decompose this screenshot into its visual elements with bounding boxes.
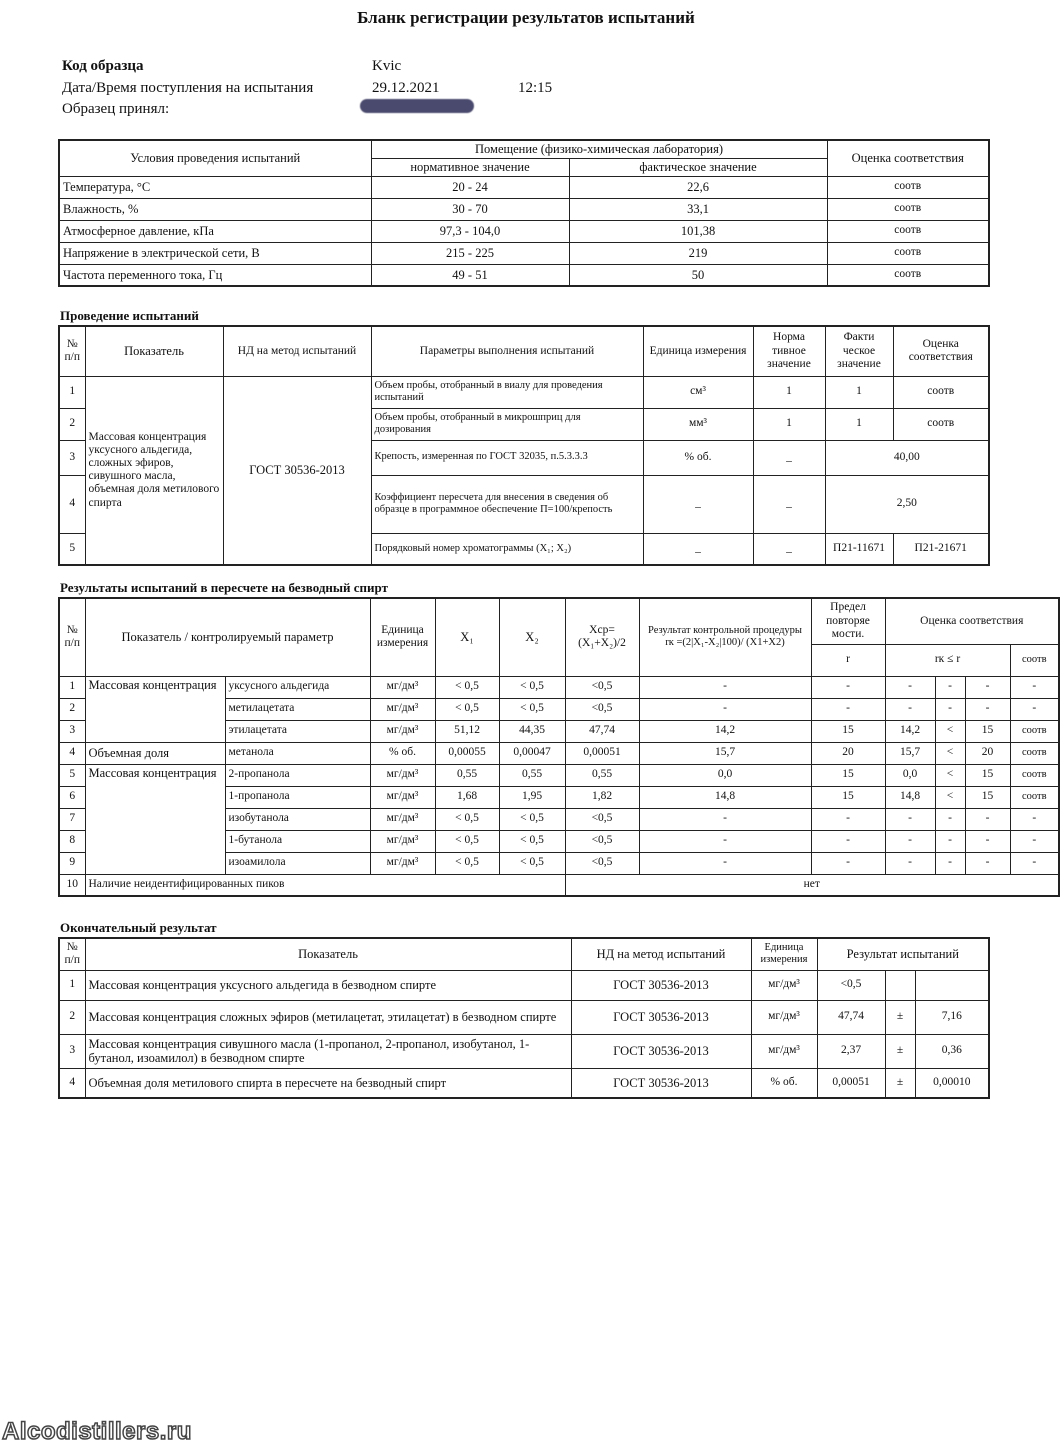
res-unidentified-peaks-value: нет bbox=[565, 874, 1059, 896]
res-param: этилацетата bbox=[225, 720, 370, 742]
final-error: 0,36 bbox=[915, 1034, 989, 1068]
final-h-nd: НД на метод испытаний bbox=[571, 938, 751, 970]
res-x2: < 0,5 bbox=[499, 830, 565, 852]
res-xavg: <0,5 bbox=[565, 808, 639, 830]
res-a1: 15,7 bbox=[885, 742, 935, 764]
cond-norm: 30 - 70 bbox=[371, 198, 569, 220]
sample-code-label: Код образца bbox=[62, 58, 144, 74]
proc-actual: П21-11671 bbox=[825, 533, 893, 565]
proc-indicator: Массовая концентрация уксусного альдегида, сложных эфиров, сивушного масла, объемная доля метилового спирта bbox=[85, 376, 223, 565]
conditions-header-actual: фактическое значение bbox=[569, 158, 827, 176]
res-x1: 0,55 bbox=[435, 764, 499, 786]
final-plus-minus bbox=[885, 970, 915, 1000]
proc-unit: мм³ bbox=[643, 408, 753, 440]
res-h-unit: Единица измерения bbox=[370, 598, 435, 676]
final-nd: ГОСТ 30536-2013 bbox=[571, 1000, 751, 1034]
results-section-title: Результаты испытаний в пересчете на безводный спирт bbox=[60, 580, 388, 595]
res-x1: < 0,5 bbox=[435, 698, 499, 720]
res-unit: мг/дм³ bbox=[370, 698, 435, 720]
res-group-volume: Объемная доля bbox=[85, 742, 225, 764]
res-a4: - bbox=[1010, 852, 1059, 874]
final-plus-minus: ± bbox=[885, 1034, 915, 1068]
final-num: 2 bbox=[59, 1000, 85, 1034]
res-h-limit: Предел повторяе мости. bbox=[811, 598, 885, 644]
proc-merged-value: 40,00 bbox=[825, 440, 989, 475]
proc-param: Порядковый номер хроматограммы (X₁; X₂) bbox=[371, 533, 643, 565]
conditions-header-assess: Оценка соответствия bbox=[827, 140, 989, 176]
res-h-indicator: Показатель / контролируемый параметр bbox=[85, 598, 370, 676]
proc-unit: _ bbox=[643, 475, 753, 533]
res-a3: 20 bbox=[965, 742, 1010, 764]
final-h-num: № п/п bbox=[59, 938, 85, 970]
res-h-x1: X₁ bbox=[435, 598, 499, 676]
cond-name: Напряжение в электрической сети, В bbox=[59, 242, 371, 264]
proc-norm: 1 bbox=[753, 376, 825, 408]
res-a3: - bbox=[965, 852, 1010, 874]
final-error: 0,00010 bbox=[915, 1068, 989, 1098]
proc-unit: _ bbox=[643, 533, 753, 565]
res-param: метанола bbox=[225, 742, 370, 764]
proc-unit: см³ bbox=[643, 376, 753, 408]
res-a2: < bbox=[935, 742, 965, 764]
res-r: 15 bbox=[811, 786, 885, 808]
res-h-sootv: соотв bbox=[1010, 644, 1059, 676]
res-a1: - bbox=[885, 808, 935, 830]
res-r: 15 bbox=[811, 764, 885, 786]
res-unit: мг/дм³ bbox=[370, 676, 435, 698]
res-a3: - bbox=[965, 830, 1010, 852]
res-a4: - bbox=[1010, 676, 1059, 698]
res-xavg: <0,5 bbox=[565, 676, 639, 698]
res-a4: - bbox=[1010, 830, 1059, 852]
proc-assess: соотв bbox=[893, 376, 989, 408]
final-h-indicator: Показатель bbox=[85, 938, 571, 970]
res-x1: 0,00055 bbox=[435, 742, 499, 764]
res-xavg: <0,5 bbox=[565, 698, 639, 720]
res-r: 20 bbox=[811, 742, 885, 764]
final-unit: мг/дм³ bbox=[751, 970, 817, 1000]
res-a2: - bbox=[935, 676, 965, 698]
proc-nd: ГОСТ 30536-2013 bbox=[223, 376, 371, 565]
final-section-title: Окончательный результат bbox=[60, 920, 217, 935]
proc-assess: соотв bbox=[893, 408, 989, 440]
proc-num: 3 bbox=[59, 440, 85, 475]
res-r: - bbox=[811, 676, 885, 698]
final-num: 1 bbox=[59, 970, 85, 1000]
final-num: 4 bbox=[59, 1068, 85, 1098]
res-h-num: № п/п bbox=[59, 598, 85, 676]
proc-num: 1 bbox=[59, 376, 85, 408]
res-xavg: 0,55 bbox=[565, 764, 639, 786]
proc-assess: П21-21671 bbox=[893, 533, 989, 565]
res-a3: - bbox=[965, 698, 1010, 720]
cond-norm: 20 - 24 bbox=[371, 176, 569, 198]
final-indicator: Массовая концентрация уксусного альдегида в безводном спирте bbox=[85, 970, 571, 1000]
res-a2: - bbox=[935, 808, 965, 830]
res-x2: 0,00047 bbox=[499, 742, 565, 764]
res-num: 3 bbox=[59, 720, 85, 742]
res-a3: - bbox=[965, 808, 1010, 830]
res-x2: 0,55 bbox=[499, 764, 565, 786]
final-value: <0,5 bbox=[817, 970, 885, 1000]
res-param: 1-пропанола bbox=[225, 786, 370, 808]
res-xavg: 1,82 bbox=[565, 786, 639, 808]
proc-num: 5 bbox=[59, 533, 85, 565]
res-a4: - bbox=[1010, 698, 1059, 720]
res-unit: мг/дм³ bbox=[370, 720, 435, 742]
res-h-assess: Оценка соответствия bbox=[885, 598, 1059, 644]
final-table bbox=[58, 937, 990, 1099]
res-r: - bbox=[811, 698, 885, 720]
res-num: 6 bbox=[59, 786, 85, 808]
res-unit: мг/дм³ bbox=[370, 852, 435, 874]
res-unit: мг/дм³ bbox=[370, 764, 435, 786]
res-x1: < 0,5 bbox=[435, 808, 499, 830]
res-unit: мг/дм³ bbox=[370, 786, 435, 808]
res-a1: 14,2 bbox=[885, 720, 935, 742]
res-param: уксусного альдегида bbox=[225, 676, 370, 698]
proc-h-params: Параметры выполнения испытаний bbox=[371, 326, 643, 376]
res-h-limit-r: r bbox=[811, 644, 885, 676]
res-a2: < bbox=[935, 786, 965, 808]
res-param: 2-пропанола bbox=[225, 764, 370, 786]
res-param: 1-бутанола bbox=[225, 830, 370, 852]
res-group-mass-1: Массовая концентрация bbox=[85, 676, 225, 742]
final-plus-minus: ± bbox=[885, 1068, 915, 1098]
final-nd: ГОСТ 30536-2013 bbox=[571, 1034, 751, 1068]
res-param: изоамилола bbox=[225, 852, 370, 874]
cond-actual: 22,6 bbox=[569, 176, 827, 198]
res-a4: - bbox=[1010, 808, 1059, 830]
proc-norm: _ bbox=[753, 533, 825, 565]
res-xavg: 0,00051 bbox=[565, 742, 639, 764]
final-nd: ГОСТ 30536-2013 bbox=[571, 970, 751, 1000]
res-num: 2 bbox=[59, 698, 85, 720]
res-a2: - bbox=[935, 852, 965, 874]
res-a1: 14,8 bbox=[885, 786, 935, 808]
res-a2: < bbox=[935, 720, 965, 742]
cond-assess: соотв bbox=[827, 198, 989, 220]
res-rk: 14,8 bbox=[639, 786, 811, 808]
res-h-control: Результат контрольной процедуры rк =(2|X₁-X₂|100)/ (X1+X2) bbox=[639, 598, 811, 676]
res-xavg: <0,5 bbox=[565, 830, 639, 852]
res-rk: 0,0 bbox=[639, 764, 811, 786]
res-x1: < 0,5 bbox=[435, 676, 499, 698]
res-rk: 15,7 bbox=[639, 742, 811, 764]
final-unit: мг/дм³ bbox=[751, 1034, 817, 1068]
res-num: 1 bbox=[59, 676, 85, 698]
cond-name: Частота переменного тока, Гц bbox=[59, 264, 371, 286]
res-a1: - bbox=[885, 676, 935, 698]
res-a2: - bbox=[935, 830, 965, 852]
proc-h-assess: Оценка соответствия bbox=[893, 326, 989, 376]
final-unit: % об. bbox=[751, 1068, 817, 1098]
final-indicator: Массовая концентрация сивушного масла (1-пропанол, 2-пропанол, изобутанол, 1-бутанол, изоамилол) в безводном спирте bbox=[85, 1034, 571, 1068]
res-a3: 15 bbox=[965, 720, 1010, 742]
cond-name: Температура, °С bbox=[59, 176, 371, 198]
res-num: 7 bbox=[59, 808, 85, 830]
date-label: Дата/Время поступления на испытания bbox=[62, 80, 314, 96]
res-unit: мг/дм³ bbox=[370, 808, 435, 830]
proc-param: Крепость, измеренная по ГОСТ 32035, п.5.3.3.3 bbox=[371, 440, 643, 475]
date-value: 29.12.2021 bbox=[372, 80, 440, 96]
cond-actual: 101,38 bbox=[569, 220, 827, 242]
cond-assess: соотв bbox=[827, 264, 989, 286]
proc-num: 2 bbox=[59, 408, 85, 440]
res-a4: соотв bbox=[1010, 786, 1059, 808]
time-value: 12:15 bbox=[518, 80, 553, 96]
res-x2: < 0,5 bbox=[499, 852, 565, 874]
received-label: Образец принял: bbox=[62, 101, 170, 117]
res-h-xavg: Xср= (X₁+X₂)/2 bbox=[565, 598, 639, 676]
res-x2: < 0,5 bbox=[499, 698, 565, 720]
res-param: метилацетата bbox=[225, 698, 370, 720]
cond-norm: 49 - 51 bbox=[371, 264, 569, 286]
final-indicator: Массовая концентрация сложных эфиров (метилацетат, этилацетат) в безводном спирте bbox=[85, 1000, 571, 1034]
res-a3: - bbox=[965, 676, 1010, 698]
res-a1: 0,0 bbox=[885, 764, 935, 786]
res-rk: - bbox=[639, 852, 811, 874]
proc-param: Объем пробы, отобранный в виалу для проведения испытаний bbox=[371, 376, 643, 408]
res-x2: 1,95 bbox=[499, 786, 565, 808]
proc-h-nd: НД на метод испытаний bbox=[223, 326, 371, 376]
res-r: 15 bbox=[811, 720, 885, 742]
proc-unit: % об. bbox=[643, 440, 753, 475]
proc-norm: _ bbox=[753, 475, 825, 533]
res-a3: 15 bbox=[965, 764, 1010, 786]
proc-h-unit: Единица измерения bbox=[643, 326, 753, 376]
cond-name: Влажность, % bbox=[59, 198, 371, 220]
proc-norm: _ bbox=[753, 440, 825, 475]
final-nd: ГОСТ 30536-2013 bbox=[571, 1068, 751, 1098]
res-x2: < 0,5 bbox=[499, 808, 565, 830]
res-xavg: 47,74 bbox=[565, 720, 639, 742]
res-a1: - bbox=[885, 852, 935, 874]
res-a2: - bbox=[935, 698, 965, 720]
res-param: изобутанола bbox=[225, 808, 370, 830]
res-rk: 14,2 bbox=[639, 720, 811, 742]
final-value: 0,00051 bbox=[817, 1068, 885, 1098]
res-a4: соотв bbox=[1010, 742, 1059, 764]
procedure-section-title: Проведение испытаний bbox=[60, 308, 199, 323]
final-unit: мг/дм³ bbox=[751, 1000, 817, 1034]
final-num: 3 bbox=[59, 1034, 85, 1068]
res-x1: 1,68 bbox=[435, 786, 499, 808]
final-value: 2,37 bbox=[817, 1034, 885, 1068]
res-unidentified-peaks-label: Наличие неидентифицированных пиков bbox=[85, 874, 565, 896]
cond-norm: 215 - 225 bbox=[371, 242, 569, 264]
res-a3: 15 bbox=[965, 786, 1010, 808]
proc-h-indicator: Показатель bbox=[85, 326, 223, 376]
proc-h-num: № п/п bbox=[59, 326, 85, 376]
cond-actual: 33,1 bbox=[569, 198, 827, 220]
cond-name: Атмосферное давление, кПа bbox=[59, 220, 371, 242]
proc-norm: 1 bbox=[753, 408, 825, 440]
conditions-table bbox=[58, 139, 990, 287]
res-num: 8 bbox=[59, 830, 85, 852]
cond-actual: 50 bbox=[569, 264, 827, 286]
proc-h-norm: Норма тивное значение bbox=[753, 326, 825, 376]
conditions-header-norm: нормативное значение bbox=[371, 158, 569, 176]
sample-code-value: Kvic bbox=[372, 58, 402, 74]
res-x1: 51,12 bbox=[435, 720, 499, 742]
conditions-header-room: Помещение (физико-химическая лаборатория) bbox=[371, 140, 827, 158]
results-table bbox=[58, 597, 1060, 897]
res-xavg: <0,5 bbox=[565, 852, 639, 874]
res-x2: 44,35 bbox=[499, 720, 565, 742]
res-r: - bbox=[811, 852, 885, 874]
res-x1: < 0,5 bbox=[435, 852, 499, 874]
res-num: 9 bbox=[59, 852, 85, 874]
page-title: Бланк регистрации результатов испытаний bbox=[357, 8, 695, 27]
cond-actual: 219 bbox=[569, 242, 827, 264]
site-watermark: Alcodistillers.ru bbox=[2, 1418, 192, 1445]
res-h-x2: X₂ bbox=[499, 598, 565, 676]
cond-assess: соотв bbox=[827, 242, 989, 264]
res-x1: < 0,5 bbox=[435, 830, 499, 852]
res-rk: - bbox=[639, 676, 811, 698]
proc-num: 4 bbox=[59, 475, 85, 533]
final-value: 47,74 bbox=[817, 1000, 885, 1034]
redacted-name bbox=[360, 99, 474, 113]
final-indicator: Объемная доля метилового спирта в пересчете на безводный спирт bbox=[85, 1068, 571, 1098]
procedure-table bbox=[58, 325, 990, 566]
res-a4: соотв bbox=[1010, 720, 1059, 742]
res-x2: < 0,5 bbox=[499, 676, 565, 698]
proc-actual: 1 bbox=[825, 408, 893, 440]
res-a2: < bbox=[935, 764, 965, 786]
res-num: 10 bbox=[59, 874, 85, 896]
res-group-mass-2: Массовая концентрация bbox=[85, 764, 225, 874]
proc-actual: 1 bbox=[825, 376, 893, 408]
res-h-rk: rк ≤ r bbox=[885, 644, 1010, 676]
res-a1: - bbox=[885, 698, 935, 720]
res-rk: - bbox=[639, 698, 811, 720]
proc-h-actual: Факти ческое значение bbox=[825, 326, 893, 376]
final-h-unit: Единица измерения bbox=[751, 938, 817, 970]
proc-merged-value: 2,50 bbox=[825, 475, 989, 533]
res-r: - bbox=[811, 808, 885, 830]
final-error bbox=[915, 970, 989, 1000]
cond-norm: 97,3 - 104,0 bbox=[371, 220, 569, 242]
final-error: 7,16 bbox=[915, 1000, 989, 1034]
cond-assess: соотв bbox=[827, 220, 989, 242]
proc-param: Коэффициент пересчета для внесения в сведения об образце в программное обеспечение П=100/крепость bbox=[371, 475, 643, 533]
res-unit: мг/дм³ bbox=[370, 830, 435, 852]
res-r: - bbox=[811, 830, 885, 852]
res-rk: - bbox=[639, 830, 811, 852]
res-num: 5 bbox=[59, 764, 85, 786]
conditions-header-condition: Условия проведения испытаний bbox=[59, 140, 371, 176]
res-num: 4 bbox=[59, 742, 85, 764]
res-a4: соотв bbox=[1010, 764, 1059, 786]
final-h-result: Результат испытаний bbox=[817, 938, 989, 970]
res-rk: - bbox=[639, 808, 811, 830]
proc-param: Объем пробы, отобранный в микрошприц для дозирования bbox=[371, 408, 643, 440]
final-plus-minus: ± bbox=[885, 1000, 915, 1034]
cond-assess: соотв bbox=[827, 176, 989, 198]
res-a1: - bbox=[885, 830, 935, 852]
res-unit: % об. bbox=[370, 742, 435, 764]
